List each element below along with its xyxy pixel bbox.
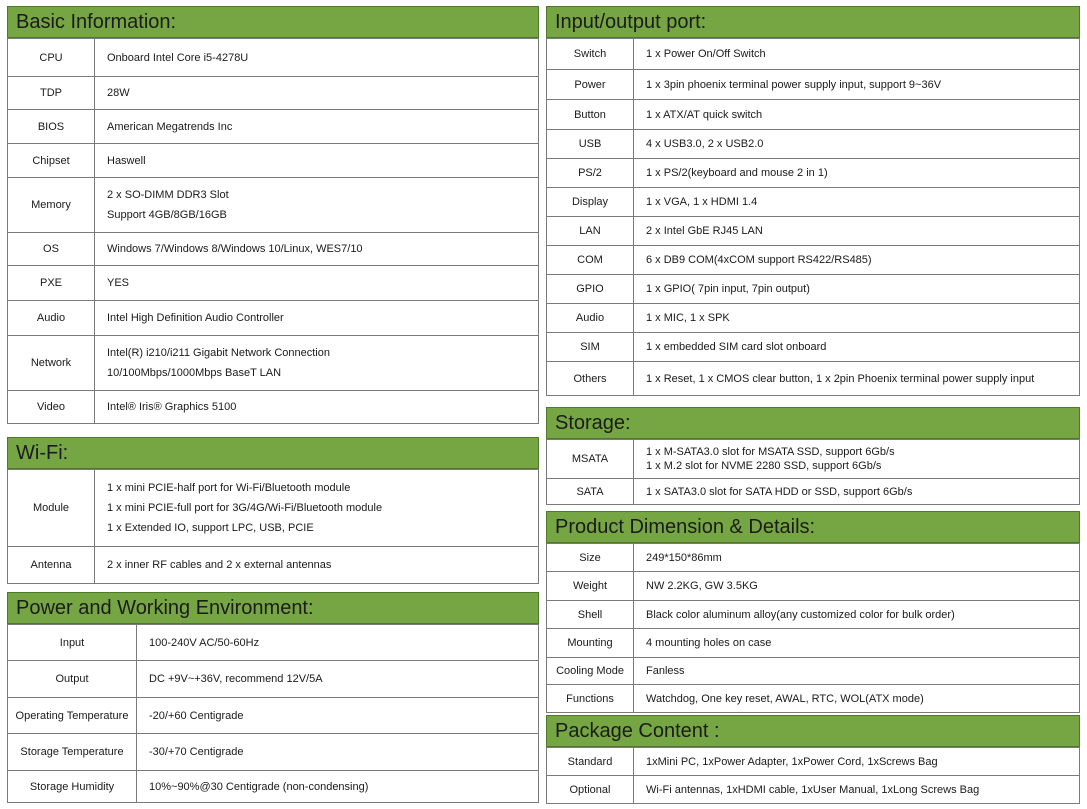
row-value xyxy=(634,39,1080,70)
row-value-line: 1 x VGA, 1 x HDMI 1.4 xyxy=(646,196,758,208)
row-value xyxy=(95,110,539,144)
table-row xyxy=(8,110,539,144)
row-value-line: 1 x Reset, 1 x CMOS clear button, 1 x 2pin Phoenix terminal power supply input xyxy=(646,372,1035,385)
row-value-line: Watchdog, One key reset, AWAL, RTC, WOL(ATX mode) xyxy=(646,692,924,705)
row-value-line: 2 x inner RF cables and 2 x external antennas xyxy=(107,559,332,571)
row-value-line: -30/+70 Centigrade xyxy=(149,746,244,758)
row-label: Mounting xyxy=(547,629,634,658)
row-value xyxy=(95,266,539,301)
row-label: GPIO xyxy=(547,275,634,304)
table-row xyxy=(547,685,1080,713)
dimension-table xyxy=(546,543,1080,713)
table-row xyxy=(547,658,1080,685)
row-value xyxy=(634,304,1080,333)
row-label: Chipset xyxy=(8,144,95,178)
io-section xyxy=(546,6,1080,396)
row-value-line: 1 x PS/2(keyboard and mouse 2 in 1) xyxy=(646,167,828,179)
row-label: Operating Temperature xyxy=(8,698,137,734)
table-row xyxy=(547,275,1080,304)
row-value xyxy=(95,144,539,178)
row-value-line: 10%~90%@30 Centigrade (non-condensing) xyxy=(149,780,369,793)
row-value xyxy=(634,479,1080,505)
row-value xyxy=(634,362,1080,396)
row-value xyxy=(95,39,539,77)
row-label: Audio xyxy=(547,304,634,333)
row-label: OS xyxy=(8,233,95,266)
row-value-line: -20/+60 Centigrade xyxy=(149,709,244,722)
row-value-line: 6 x DB9 COM(4xCOM support RS422/RS485) xyxy=(646,254,872,266)
table-row xyxy=(8,233,539,266)
row-label: Power xyxy=(547,70,634,100)
row-value xyxy=(634,70,1080,100)
table-row xyxy=(547,100,1080,130)
row-value-line: Support 4GB/8GB/16GB xyxy=(107,209,227,221)
row-value xyxy=(634,246,1080,275)
table-row xyxy=(8,144,539,178)
row-value-line: 4 x USB3.0, 2 x USB2.0 xyxy=(646,138,764,150)
row-value-line: Intel(R) i210/i211 Gigabit Network Connection xyxy=(107,347,330,359)
row-label: Storage Humidity xyxy=(8,771,137,803)
row-value-line: 1 x MIC, 1 x SPK xyxy=(646,312,730,324)
row-value-line: 1 x SATA3.0 slot for SATA HDD or SSD, support 6Gb/s xyxy=(646,485,913,498)
row-value xyxy=(137,771,539,803)
row-label: Weight xyxy=(547,572,634,601)
row-label: SATA xyxy=(547,479,634,505)
row-value xyxy=(634,188,1080,217)
row-value-line: 1 x M.2 slot for NVME 2280 SSD, support 6Gb/s xyxy=(646,460,882,472)
table-row xyxy=(8,301,539,336)
row-value xyxy=(634,601,1080,629)
row-label: Shell xyxy=(547,601,634,629)
row-label: Network xyxy=(8,336,95,391)
row-value xyxy=(95,233,539,266)
row-label: BIOS xyxy=(8,110,95,144)
row-label: Standard xyxy=(547,748,634,776)
row-value xyxy=(95,470,539,547)
row-value-line: 249*150*86mm xyxy=(646,551,722,564)
row-label: Module xyxy=(8,470,95,547)
power-header: Power and Working Environment: xyxy=(7,592,539,624)
table-row xyxy=(547,130,1080,159)
row-value-line: Black color aluminum alloy(any customized color for bulk order) xyxy=(646,608,955,621)
row-label: Optional xyxy=(547,776,634,804)
dimension-header: Product Dimension & Details: xyxy=(546,511,1080,543)
row-label: Output xyxy=(8,661,137,698)
table-row xyxy=(547,333,1080,362)
row-label: CPU xyxy=(8,39,95,77)
table-row xyxy=(547,39,1080,70)
basic-information-header: Basic Information: xyxy=(7,6,539,38)
row-label: Audio xyxy=(8,301,95,336)
row-value xyxy=(634,544,1080,572)
package-section xyxy=(546,715,1080,804)
row-value-line: Haswell xyxy=(107,154,146,167)
row-value-line: Intel High Definition Audio Controller xyxy=(107,312,284,324)
table-row xyxy=(547,304,1080,333)
row-value xyxy=(634,685,1080,713)
row-label: USB xyxy=(547,130,634,159)
basic-information-section xyxy=(7,6,539,424)
storage-header: Storage: xyxy=(546,407,1080,439)
row-value xyxy=(95,178,539,233)
table-row xyxy=(8,470,539,547)
table-row xyxy=(547,572,1080,601)
row-value xyxy=(95,301,539,336)
row-value xyxy=(137,625,539,661)
row-label: MSATA xyxy=(547,440,634,479)
table-row xyxy=(547,748,1080,776)
package-header: Package Content : xyxy=(546,715,1080,747)
row-value-line: 2 x SO-DIMM DDR3 Slot xyxy=(107,189,229,201)
row-value-line: Onboard Intel Core i5-4278U xyxy=(107,51,249,64)
row-label: Button xyxy=(547,100,634,130)
row-value xyxy=(634,100,1080,130)
table-row xyxy=(547,629,1080,658)
dimension-section xyxy=(546,511,1080,713)
table-row xyxy=(8,77,539,110)
row-value-line: YES xyxy=(107,277,130,289)
table-row xyxy=(8,698,539,734)
table-row xyxy=(547,601,1080,629)
row-label: SIM xyxy=(547,333,634,362)
table-row xyxy=(547,479,1080,505)
row-value xyxy=(634,440,1080,479)
row-value-line: 1 x M-SATA3.0 slot for MSATA SSD, support 6Gb/s xyxy=(646,446,895,458)
wifi-header: Wi-Fi: xyxy=(7,437,539,469)
row-label: Functions xyxy=(547,685,634,713)
row-value-line: 1 x embedded SIM card slot onboard xyxy=(646,341,827,353)
row-label: Switch xyxy=(547,39,634,70)
table-row xyxy=(547,188,1080,217)
row-value-line: 1xMini PC, 1xPower Adapter, 1xPower Cord, 1xScrews Bag xyxy=(646,755,938,768)
table-row xyxy=(8,336,539,391)
row-value-line: 1 x ATX/AT quick switch xyxy=(646,108,763,121)
row-value xyxy=(634,572,1080,601)
row-value xyxy=(95,391,539,424)
table-row xyxy=(547,70,1080,100)
row-value-line: 1 x mini PCIE-full port for 3G/4G/Wi-Fi/Bluetooth module xyxy=(107,502,383,514)
row-value-line: Windows 7/Windows 8/Windows 10/Linux, WES7/10 xyxy=(107,243,363,255)
row-value xyxy=(634,748,1080,776)
row-label: Memory xyxy=(8,178,95,233)
row-label: Others xyxy=(547,362,634,396)
basic-information-table xyxy=(7,38,539,424)
table-row xyxy=(8,734,539,771)
row-value-line: 28W xyxy=(107,87,130,99)
row-value-line: Intel® Iris® Graphics 5100 xyxy=(107,401,237,413)
row-label: Antenna xyxy=(8,547,95,584)
package-table xyxy=(546,747,1080,804)
io-table xyxy=(546,38,1080,396)
row-value xyxy=(634,217,1080,246)
row-value xyxy=(634,629,1080,658)
table-row xyxy=(8,391,539,424)
table-row xyxy=(547,440,1080,479)
row-value xyxy=(95,336,539,391)
row-value-line: Wi-Fi antennas, 1xHDMI cable, 1xUser Manual, 1xLong Screws Bag xyxy=(646,783,980,796)
row-label: TDP xyxy=(8,77,95,110)
io-header: Input/output port: xyxy=(546,6,1080,38)
wifi-table xyxy=(7,469,539,584)
row-label: PS/2 xyxy=(547,159,634,188)
table-row xyxy=(8,547,539,584)
row-value xyxy=(634,159,1080,188)
table-row xyxy=(8,178,539,233)
row-value xyxy=(95,77,539,110)
row-label: Storage Temperature xyxy=(8,734,137,771)
table-row xyxy=(547,544,1080,572)
storage-section xyxy=(546,407,1080,505)
row-value-line: 1 x GPIO( 7pin input, 7pin output) xyxy=(646,283,810,295)
row-value-line: DC +9V~+36V, recommend 12V/5A xyxy=(149,673,323,685)
row-value xyxy=(634,776,1080,804)
table-row xyxy=(547,217,1080,246)
row-value-line: 1 x mini PCIE-half port for Wi-Fi/Bluetooth module xyxy=(107,482,351,494)
table-row xyxy=(8,266,539,301)
row-value xyxy=(95,547,539,584)
power-table xyxy=(7,624,539,803)
row-value-line: 1 x 3pin phoenix terminal power supply input, support 9~36V xyxy=(646,78,942,91)
row-value xyxy=(137,734,539,771)
row-label: Cooling Mode xyxy=(547,658,634,685)
row-value-line: 10/100Mbps/1000Mbps BaseT LAN xyxy=(107,367,282,379)
storage-table xyxy=(546,439,1080,505)
row-label: LAN xyxy=(547,217,634,246)
row-value xyxy=(634,275,1080,304)
wifi-section xyxy=(7,437,539,584)
table-row xyxy=(8,625,539,661)
table-row xyxy=(547,246,1080,275)
row-value-line: 2 x Intel GbE RJ45 LAN xyxy=(646,225,763,237)
row-label: Size xyxy=(547,544,634,572)
table-row xyxy=(547,159,1080,188)
row-value-line: 1 x Power On/Off Switch xyxy=(646,48,766,60)
row-value-line: 1 x Extended IO, support LPC, USB, PCIE xyxy=(107,522,314,534)
row-value xyxy=(634,130,1080,159)
row-value xyxy=(634,333,1080,362)
row-value xyxy=(137,698,539,734)
row-value xyxy=(634,658,1080,685)
table-row xyxy=(547,362,1080,396)
table-row xyxy=(8,661,539,698)
power-section xyxy=(7,592,539,803)
row-label: COM xyxy=(547,246,634,275)
row-value-line: 4 mounting holes on case xyxy=(646,637,772,649)
row-label: Input xyxy=(8,625,137,661)
row-value-line: Fanless xyxy=(646,665,685,677)
row-label: PXE xyxy=(8,266,95,301)
row-label: Video xyxy=(8,391,95,424)
table-row xyxy=(547,776,1080,804)
table-row xyxy=(8,771,539,803)
row-value-line: American Megatrends Inc xyxy=(107,120,233,133)
table-row xyxy=(8,39,539,77)
row-value-line: NW 2.2KG, GW 3.5KG xyxy=(646,580,758,592)
row-value xyxy=(137,661,539,698)
row-value-line: 100-240V AC/50-60Hz xyxy=(149,636,260,649)
row-label: Display xyxy=(547,188,634,217)
